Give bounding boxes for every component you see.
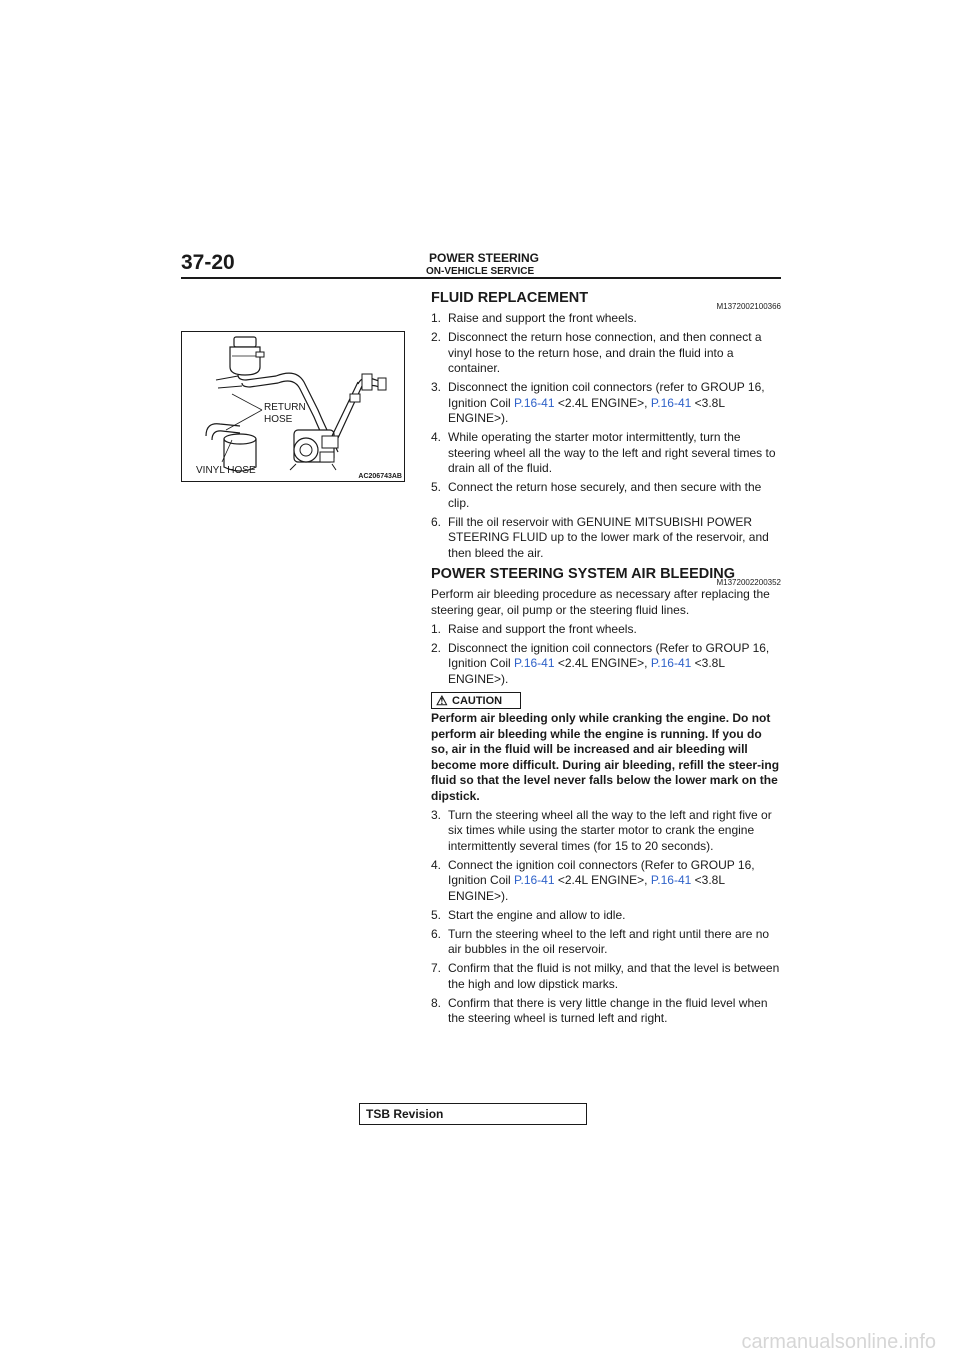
step-text: Disconnect the return hose connection, and then connect a vinyl hose to the return hose, and drain the fluid into a container.: [448, 330, 762, 375]
list-item: 4. Connect the ignition coil connectors (Refer to GROUP 16, Ignition Coil P.16-41 <2.4L ENGINE>, P.16-41 <3.8L ENGINE>).: [431, 857, 755, 903]
air-bleeding-code: M1372002200352: [716, 578, 781, 587]
return-hose-label-line2: HOSE: [264, 414, 293, 425]
list-item: 4. While operating the starter motor intermittently, turn the steering wheel all the way to the left and right several times to drain all of the fluid.: [431, 430, 776, 475]
caution-badge: [431, 692, 521, 709]
ignition-coil-link[interactable]: P.16-41: [650, 873, 692, 887]
list-item: 1. Raise and support the front wheels.: [431, 621, 637, 636]
list-item: 3. Turn the steering wheel all the way to the left and right five or six times while using the starter motor to crank the engine intermittently several times (for 15 to 20 seconds).: [431, 807, 772, 853]
step-text: While operating the starter motor intermittently, turn the steering wheel all the way to the left and right several times to drain all of the fluid.: [448, 430, 776, 475]
fluid-replacement-figure: [181, 331, 405, 482]
section-title: POWER STEERING: [429, 251, 540, 265]
subsection-title: ON-VEHICLE SERVICE: [426, 266, 535, 277]
step-text: Confirm that there is very little change in the fluid level when the steering wheel is turned left and right.: [448, 995, 768, 1025]
list-item: 8. Confirm that there is very little change in the fluid level when the steering wheel is turned left and right.: [431, 995, 768, 1025]
step-text: <3.8L ENGINE>).: [448, 873, 725, 903]
step-text: <2.4L ENGINE>,: [554, 873, 651, 887]
step-text: Connect the return hose securely, and then secure with the clip.: [448, 480, 762, 510]
tsb-revision-label: TSB Revision: [366, 1107, 444, 1121]
list-item: 5. Connect the return hose securely, and then secure with the clip.: [431, 480, 762, 510]
step-text: Start the engine and allow to idle.: [448, 907, 626, 922]
list-item: 3. Disconnect the ignition coil connectors (refer to GROUP 16, Ignition Coil P.16-41 <2.4L ENGINE>, P.16-41 <3.8L ENGINE>).: [431, 380, 765, 425]
fluid-replacement-title: FLUID REPLACEMENT: [431, 290, 589, 306]
list-item: 2. Disconnect the return hose connection, and then connect a vinyl hose to the return hose, and drain the fluid into a container.: [431, 330, 762, 375]
list-item: 1. Raise and support the front wheels.: [431, 311, 637, 325]
tsb-revision-box: [359, 1103, 587, 1125]
step-text: <2.4L ENGINE>,: [554, 395, 651, 410]
list-item: 6. Fill the oil reservoir with GENUINE MITSUBISHI POWER STEERING FLUID up to the lower mark of the reservoir, and then bleed the air.: [431, 514, 769, 560]
ignition-coil-link[interactable]: P.16-41: [650, 656, 692, 670]
page-number: 37-20: [181, 251, 235, 274]
step-text: Fill the oil reservoir with GENUINE MITSUBISHI POWER STEERING FLUID up to the lower mark of the reservoir, and then bleed the air.: [448, 514, 769, 560]
fluid-replacement-code: M1372002100366: [716, 302, 781, 311]
step-text: <2.4L ENGINE>,: [554, 656, 651, 670]
ignition-coil-link[interactable]: P.16-41: [514, 395, 555, 410]
list-item: 7. Confirm that the fluid is not milky, and that the level is between the high and low dipstick marks.: [431, 961, 780, 991]
step-text: Disconnect the ignition coil connectors (refer to GROUP 16, Ignition Coil: [448, 380, 765, 410]
step-text: <3.8L ENGINE>).: [448, 395, 725, 425]
vinyl-hose-label: VINYL HOSE: [196, 465, 256, 476]
figure-code: AC206743AB: [358, 473, 402, 480]
return-hose-label-line1: RETURN: [264, 402, 306, 413]
air-bleeding-steps: [431, 587, 781, 1030]
step-text: Turn the steering wheel all the way to the left and right five or six times while using the starter motor to crank the engine intermittently several times (for 15 to 20 seconds).: [448, 807, 772, 853]
step-text: Confirm that the fluid is not milky, and that the level is between the high and low dipstick marks.: [448, 961, 780, 991]
ignition-coil-link[interactable]: P.16-41: [514, 873, 555, 887]
ignition-coil-link[interactable]: P.16-41: [514, 656, 555, 670]
list-item: 5. Start the engine and allow to idle.: [431, 907, 626, 922]
step-text: Disconnect the ignition coil connectors (Refer to GROUP 16, Ignition Coil: [448, 640, 770, 670]
watermark: carmanualsonline.info: [741, 1331, 936, 1353]
list-item: 2. Disconnect the ignition coil connectors (Refer to GROUP 16, Ignition Coil P.16-41 <2.4L ENGINE>, P.16-41 <3.8L ENGINE>).: [431, 640, 770, 686]
air-bleeding-intro: Perform air bleeding procedure as necessary after replacing the steering gear, oil pump or the steering fluid lines.: [431, 587, 770, 617]
warning-triangle-icon: ⚠: [436, 693, 448, 708]
caution-label: CAUTION: [452, 695, 503, 707]
caution-text: Perform air bleeding only while cranking the engine. Do not perform air bleeding while the engine is running. If you do so, air in the fluid will be increased and air bleeding will become more difficult. During air bleeding, refill the steer-ing fluid so that the level never falls below the lower mark on the dipstick.: [431, 711, 780, 803]
step-text: <3.8L ENGINE>).: [448, 656, 725, 686]
header-rule: [181, 277, 781, 279]
air-bleeding-title: POWER STEERING SYSTEM AIR BLEEDING: [431, 566, 735, 582]
ignition-coil-link[interactable]: P.16-41: [650, 395, 692, 410]
step-text: Raise and support the front wheels.: [448, 621, 637, 636]
list-item: 6. Turn the steering wheel to the left and right until there are no air bubbles in the oil reservoir.: [431, 926, 770, 956]
fluid-replacement-steps: [431, 311, 781, 565]
step-text: Turn the steering wheel to the left and right until there are no air bubbles in the oil reservoir.: [448, 926, 770, 956]
step-text: Raise and support the front wheels.: [448, 311, 637, 325]
step-text: Connect the ignition coil connectors (Refer to GROUP 16, Ignition Coil: [448, 857, 755, 887]
